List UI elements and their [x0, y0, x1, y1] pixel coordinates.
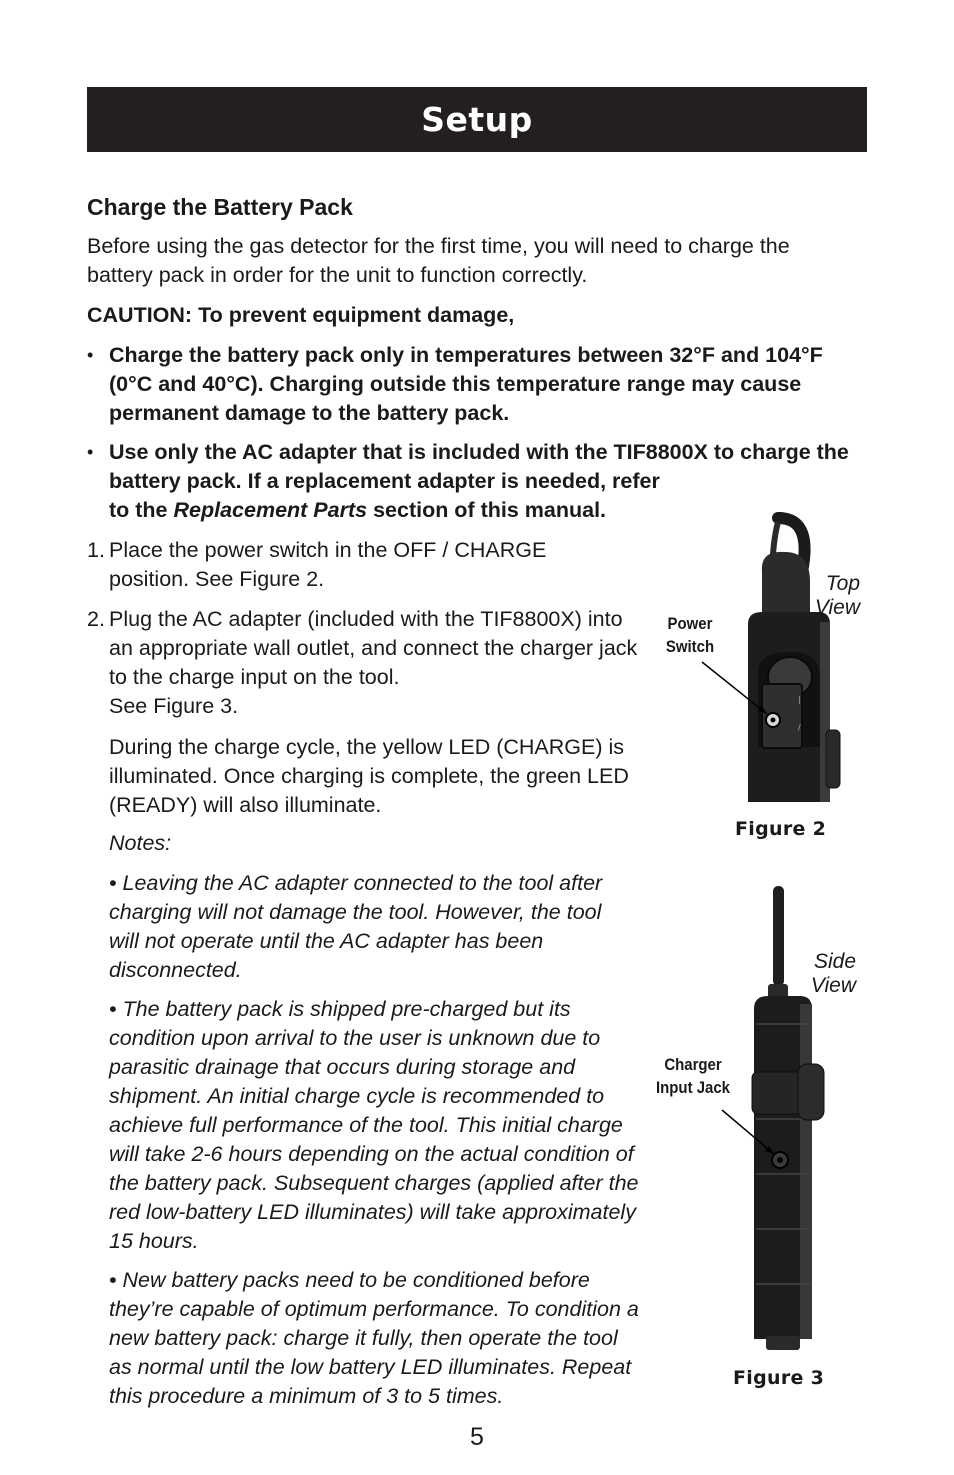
- page-number: 5: [470, 1423, 484, 1451]
- callout-line: Input Jack: [655, 1078, 731, 1097]
- callout-line: Switch: [665, 637, 715, 656]
- section-header-bar: [87, 87, 867, 152]
- step-2-text: [109, 605, 639, 721]
- caution-bullet-temperature: Charge the battery pack only in temperatures between 32°F and 104°F (0°C and 40°C). Charging outside this temperature range may cause permanent damage to the battery pack.: [109, 343, 823, 425]
- svg-text:|: |: [798, 695, 801, 704]
- svg-text:/: /: [798, 723, 801, 732]
- view-label-line: Side: [813, 950, 856, 973]
- step-number: 1.: [87, 538, 105, 562]
- section-heading: Charge the Battery Pack: [87, 194, 353, 220]
- figure-3-view-label: [790, 950, 856, 998]
- figure-2-view-label: [800, 572, 860, 620]
- bullet-marker: •: [87, 345, 94, 365]
- step-1-text: Place the power switch in the OFF / CHARGE position. See Figure 2.: [109, 538, 547, 591]
- bullet-marker: •: [87, 442, 94, 462]
- view-label-line: View: [814, 596, 860, 619]
- step-2-instructions: Plug the AC adapter (included with the TIF8800X) into an appropriate wall outlet, and connect the charger jack to the charge input on the tool.: [109, 607, 638, 689]
- note-pre-charged: • The battery pack is shipped pre-charged but its condition upon arrival to the user is unknown due to parasitic drainage that occurs during storage and shipment. An initial charge cycle is recommended to achieve full performance of the tool. This initial charge will take 2-6 hours depending on the actual condition of the battery pack. Subsequent charges (applied after the red low-battery LED illuminates) will take approximately 15 hours.: [109, 997, 639, 1253]
- step-2-see-figure: See Figure 3.: [109, 694, 239, 718]
- replacement-parts-reference: Replacement Parts: [173, 498, 368, 522]
- figure-3-caption: Figure 3: [733, 1367, 825, 1389]
- view-label-line: Top: [825, 572, 860, 595]
- page-title: Setup: [421, 100, 533, 139]
- notes-heading: Notes:: [109, 831, 172, 855]
- callout-line: Power: [667, 614, 713, 633]
- adapter-bullet-text: Use only the AC adapter that is included with the TIF8800X to charge the battery pack. If a replacement adapter is needed, refer: [109, 440, 849, 493]
- intro-paragraph: Before using the gas detector for the first time, you will need to charge the battery pack in order for the unit to function correctly.: [87, 234, 790, 287]
- note-adapter-connected: • Leaving the AC adapter connected to the tool after charging will not damage the tool. However, the tool will not operate until the AC adapter has been disconnected.: [109, 871, 603, 982]
- note-conditioning: • New battery packs need to be conditioned before they’re capable of optimum performance. To condition a new battery pack: charge it fully, then operate the tool as normal until the low battery LED illuminates. Repeat this procedure a minimum of 3 to 5 times.: [109, 1268, 639, 1408]
- figure-2-caption: Figure 2: [735, 818, 827, 840]
- step-number: 2.: [87, 607, 105, 631]
- charger-input-jack-callout: [646, 1053, 739, 1099]
- adapter-bullet-tail: section of this manual.: [367, 498, 607, 522]
- charge-cycle-paragraph: During the charge cycle, the yellow LED (CHARGE) is illuminated. Once charging is complete, the green LED (READY) will also illuminate.: [109, 735, 629, 817]
- view-label-line: View: [810, 974, 856, 997]
- callout-line: Charger: [664, 1055, 722, 1074]
- figure-2-top-view-image: [650, 512, 850, 812]
- power-switch-callout: [650, 612, 729, 658]
- caution-heading: CAUTION: To prevent equipment damage,: [87, 303, 515, 327]
- adapter-bullet-to-the: to the: [109, 498, 174, 522]
